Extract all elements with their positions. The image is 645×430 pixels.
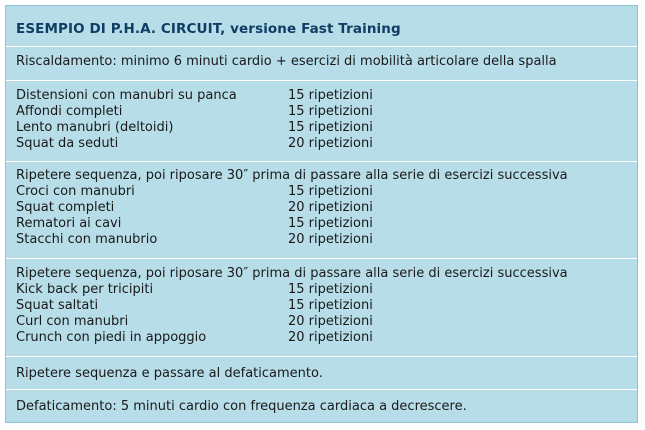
repeat-note: Ripetere sequenza e passare al defaticamento. bbox=[16, 366, 323, 381]
exercise-name: Kick back per tricipiti bbox=[16, 282, 154, 297]
exercise-name: Stacchi con manubrio bbox=[16, 232, 158, 247]
divider bbox=[6, 161, 637, 162]
rest-instruction: Ripetere sequenza, poi riposare 30″ prima di passare alla serie di esercizi successiva bbox=[16, 266, 568, 281]
exercise-reps: 20 ripetizioni bbox=[288, 232, 373, 247]
divider bbox=[6, 258, 637, 259]
exercise-reps: 15 ripetizioni bbox=[288, 184, 373, 199]
exercise-name: Croci con manubri bbox=[16, 184, 135, 199]
exercise-name: Crunch con piedi in appoggio bbox=[16, 330, 207, 345]
divider bbox=[6, 356, 637, 357]
exercise-name: Squat da seduti bbox=[16, 136, 119, 151]
exercise-reps: 15 ripetizioni bbox=[288, 298, 373, 313]
exercise-name: Curl con manubri bbox=[16, 314, 129, 329]
workout-card bbox=[5, 5, 638, 423]
rest-instruction: Ripetere sequenza, poi riposare 30″ prima di passare alla serie di esercizi successiva bbox=[16, 168, 568, 183]
card-title: ESEMPIO DI P.H.A. CIRCUIT, versione Fast Training bbox=[16, 21, 401, 37]
exercise-reps: 20 ripetizioni bbox=[288, 330, 373, 345]
exercise-name: Squat completi bbox=[16, 200, 115, 215]
exercise-name: Affondi completi bbox=[16, 104, 123, 119]
exercise-reps: 20 ripetizioni bbox=[288, 136, 373, 151]
exercise-reps: 20 ripetizioni bbox=[288, 314, 373, 329]
divider bbox=[6, 46, 637, 47]
exercise-reps: 15 ripetizioni bbox=[288, 104, 373, 119]
exercise-name: Rematori ai cavi bbox=[16, 216, 122, 231]
exercise-reps: 15 ripetizioni bbox=[288, 120, 373, 135]
exercise-reps: 20 ripetizioni bbox=[288, 200, 373, 215]
exercise-reps: 15 ripetizioni bbox=[288, 216, 373, 231]
exercise-name: Lento manubri (deltoidi) bbox=[16, 120, 174, 135]
exercise-name: Distensioni con manubri su panca bbox=[16, 88, 237, 103]
exercise-reps: 15 ripetizioni bbox=[288, 282, 373, 297]
cooldown-text: Defaticamento: 5 minuti cardio con frequenza cardiaca a decrescere. bbox=[16, 399, 467, 414]
warmup-text: Riscaldamento: minimo 6 minuti cardio + esercizi di mobilità articolare della spalla bbox=[16, 54, 557, 69]
divider bbox=[6, 80, 637, 81]
divider bbox=[6, 389, 637, 390]
exercise-reps: 15 ripetizioni bbox=[288, 88, 373, 103]
exercise-name: Squat saltati bbox=[16, 298, 99, 313]
